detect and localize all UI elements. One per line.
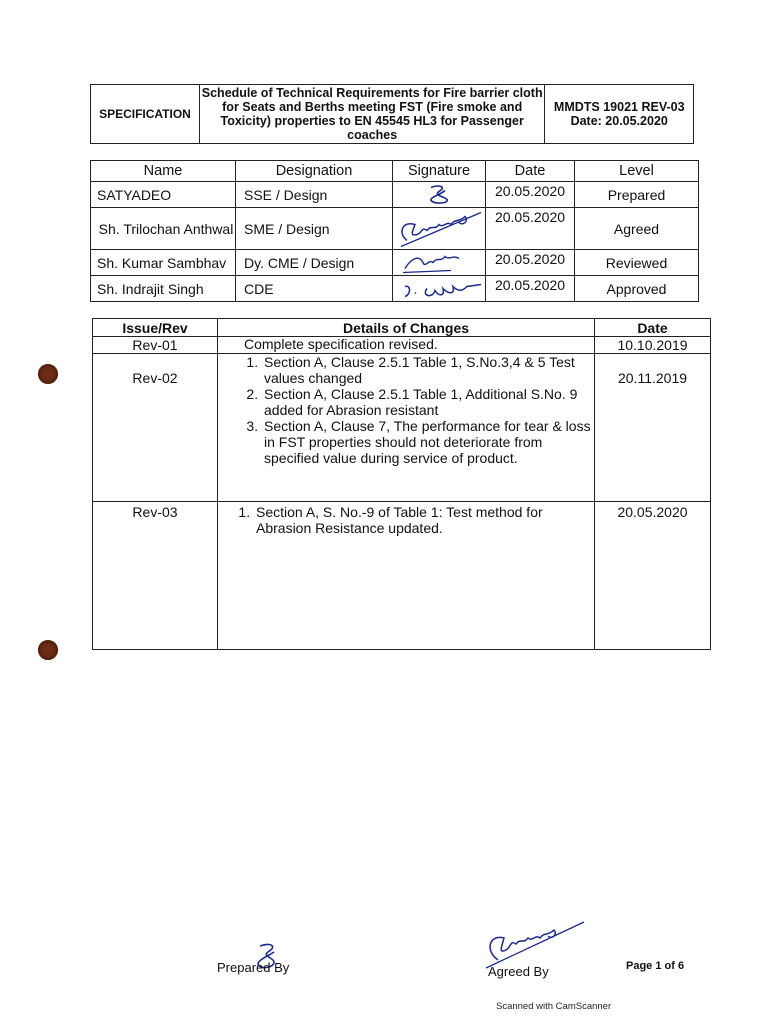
revision-change-item: 2. Section A, Clause 2.5.1 Table 1, Additional S.No. 9 added for Abrasion resistant [262,386,594,418]
approver-name: Sh. Trilochan Anthwal [91,208,236,250]
revision-change-item: 1. Section A, Clause 2.5.1 Table 1, S.No.3,4 & 5 Test values changed [262,354,594,386]
page-number: Page 1 of 6 [626,960,685,972]
approval-row [91,276,699,302]
col-date: Date [486,161,575,182]
col-signature: Signature [393,161,486,182]
revision-change-item: 3. Section A, Clause 7, The performance for tear & loss in FST properties should not deteriorate from specified value during service of product. [262,418,594,466]
approval-row [91,208,699,250]
col-level: Level [575,161,699,182]
agreed-by-label: Agreed By [488,964,549,979]
approval-level: Agreed [575,208,699,250]
spec-header-table [90,84,694,144]
revision-date: 20.05.2020 [595,502,711,650]
approval-date: 20.05.2020 [486,182,575,208]
approver-designation: SSE / Design [236,182,393,208]
spec-title: Schedule of Technical Requirements for Fire barrier cloth for Seats and Berths meeting FST (Fire smoke and Toxicity) properties to EN 45545 HL3 for Passenger coaches [199,85,545,144]
doc-number: MMDTS 19021 REV-03 [553,100,685,114]
revision-details [218,354,595,502]
revision-id: Rev-01 [93,337,218,354]
col-details: Details of Changes [218,319,595,337]
revision-change-list [218,504,594,536]
revision-text: Complete specification revised. [244,336,438,352]
revision-header-row [93,319,711,337]
col-designation: Designation [236,161,393,182]
approver-designation: Dy. CME / Design [236,250,393,276]
footer-agreed-signature [478,916,588,970]
revision-details [218,502,595,650]
approval-row [91,182,699,208]
approval-header-row [91,161,699,182]
approval-date: 20.05.2020 [486,208,575,250]
approval-level: Reviewed [575,250,699,276]
doc-ref [545,85,694,144]
approval-date: 20.05.2020 [486,276,575,302]
signature-cell [393,208,486,250]
handwritten-signature [393,182,485,207]
col-issue-rev: Issue/Rev [93,319,218,337]
signature-cell [393,182,486,208]
prepared-by-label: Prepared By [217,960,290,975]
revision-id: Rev-03 [93,502,218,650]
col-name: Name [91,161,236,182]
revision-row [93,354,711,502]
col-date: Date [595,319,711,337]
handwritten-signature [393,276,485,301]
revision-id: Rev-02 [93,354,218,502]
punch-hole [38,364,58,384]
revision-details [218,337,595,354]
approver-name: Sh. Kumar Sambhav [91,250,236,276]
revision-history-table [92,318,711,650]
revision-date: 10.10.2019 [595,337,711,354]
approval-date: 20.05.2020 [486,250,575,276]
punch-hole [38,640,58,660]
approval-table [90,160,699,302]
approver-name: SATYADEO [91,182,236,208]
signature-cell [393,276,486,302]
approver-designation: CDE [236,276,393,302]
handwritten-signature [393,208,485,249]
handwritten-signature [393,250,485,275]
revision-change-item: 1. Section A, S. No.-9 of Table 1: Test method for Abrasion Resistance updated. [254,504,594,536]
revision-date: 20.11.2019 [595,354,711,502]
spec-label: SPECIFICATION [91,85,200,144]
approval-level: Prepared [575,182,699,208]
approval-row [91,250,699,276]
revision-row [93,337,711,354]
doc-date: Date: 20.05.2020 [570,114,668,128]
approver-designation: SME / Design [236,208,393,250]
approval-level: Approved [575,276,699,302]
signature-cell [393,250,486,276]
revision-row [93,502,711,650]
revision-change-list [218,354,594,466]
approver-name: Sh. Indrajit Singh [91,276,236,302]
scanner-watermark: Scanned with CamScanner [496,1001,612,1012]
